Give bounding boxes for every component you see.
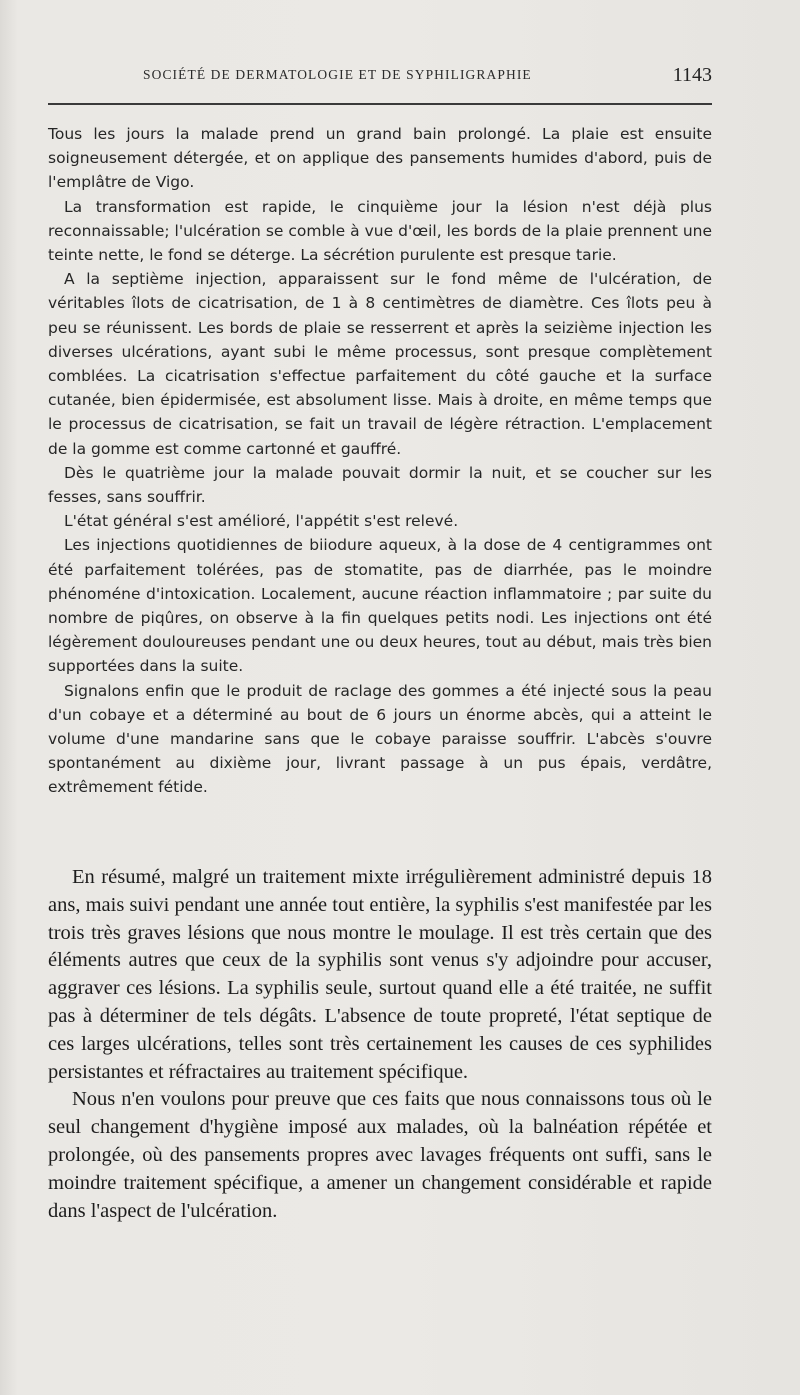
paragraph: La transformation est rapide, le cinquième jour la lésion n'est déjà plus reconnaissable; l'ulcération se comble à vue d'œil, les bords de la plaie prennent une teinte nette, le fond se déterge. La sécrétion purulente est presque tarie. (48, 197, 712, 265)
paragraph: Signalons enfin que le produit de raclage des gommes a été injecté sous la peau d'un cobaye et a déterminé au bout de 6 jours un énorme abcès, qui a atteint le volume d'une mandarine sans que le cobaye paraisse souffrir. L'abcès s'ouvre spontanément au dixième jour, livrant passage à un pus épais, verdâtre, extrêmement fétide. (48, 681, 712, 797)
paragraph: Dès le quatrième jour la malade pouvait dormir la nuit, et se coucher sur les fesses, sans souffrir. (48, 463, 712, 507)
paragraph: L'état général s'est amélioré, l'appétit s'est relevé. (64, 512, 459, 531)
paragraph: Tous les jours la malade prend un grand bain prolongé. La plaie est ensuite soigneusement détergée, et on applique des pansements humides d'abord, puis de l'emplâtre de Vigo. (48, 125, 712, 192)
paragraph: Les injections quotidiennes de biiodure aqueux, à la dose de 4 centigrammes ont été parfaitement tolérées, pas de stomatite, pas de diarrhée, pas le moindre phénoméne d'intoxication. Localement, aucune réaction inflammatoire ; par suite du nombre de piqûres, on observe à la fin quelques petits nodi. Les injections ont été légèrement douloureuses pendant une ou deux heures, tout au début, mais très bien supportées dans la suite. (48, 536, 712, 676)
running-head: SOCIÉTÉ DE DERMATOLOGIE ET DE SYPHILIGRAPHIE (143, 67, 532, 82)
paragraph: Nous n'en voulons pour preuve que ces faits que nous connaissons tous où le seul changement d'hygiène imposé aux malades, où la balnéation répétée et prolongée, où des pansements propres avec lavages fréquents ont suffi, sans le moindre traitement spécifique, a amener un changement considérable et rapide dans l'aspect de l'ulcération. (48, 1088, 712, 1222)
paragraph: En résumé, malgré un traitement mixte irrégulièrement administré depuis 18 ans, mais suivi pendant une année tout entière, la syphilis s'est manifestée par les trois très graves lésions que nous montre le moulage. Il est très certain que des éléments autres que ceux de la syphilis sont venus s'y adjoindre pour accuser, aggraver ces lésions. La syphilis seule, surtout quand elle a été traitée, ne suffit pas à déterminer de tels dégâts. L'absence de toute propreté, l'état septique de ces larges ulcérations, telles sont très certainement les causes de ces syphilides persistantes et réfractaires au traitement spécifique. (48, 866, 712, 1083)
paragraph: A la septième injection, apparaissent sur le fond même de l'ulcération, de véritables îlots de cicatrisation, de 1 à 8 centimètres de diamètre. Ces îlots peu à peu se réunissent. Les bords de plaie se resserrent et après la seizième injection les diverses ulcérations, ayant subi le même processus, sont presque complètement comblées. La cicatrisation s'effectue parfaitement du côté gauche et la surface cutanée, bien épidermisée, est absolument lisse. Mais à droite, en même temps que le processus de cicatrisation, se fait un travail de légère rétraction. L'emplacement de la gomme est comme cartonné et gauffré. (48, 270, 712, 458)
case-report-text (48, 122, 712, 800)
page-number: 1143 (672, 64, 712, 86)
page-header (48, 64, 712, 92)
header-rule (48, 103, 712, 105)
summary-text (48, 864, 712, 1225)
